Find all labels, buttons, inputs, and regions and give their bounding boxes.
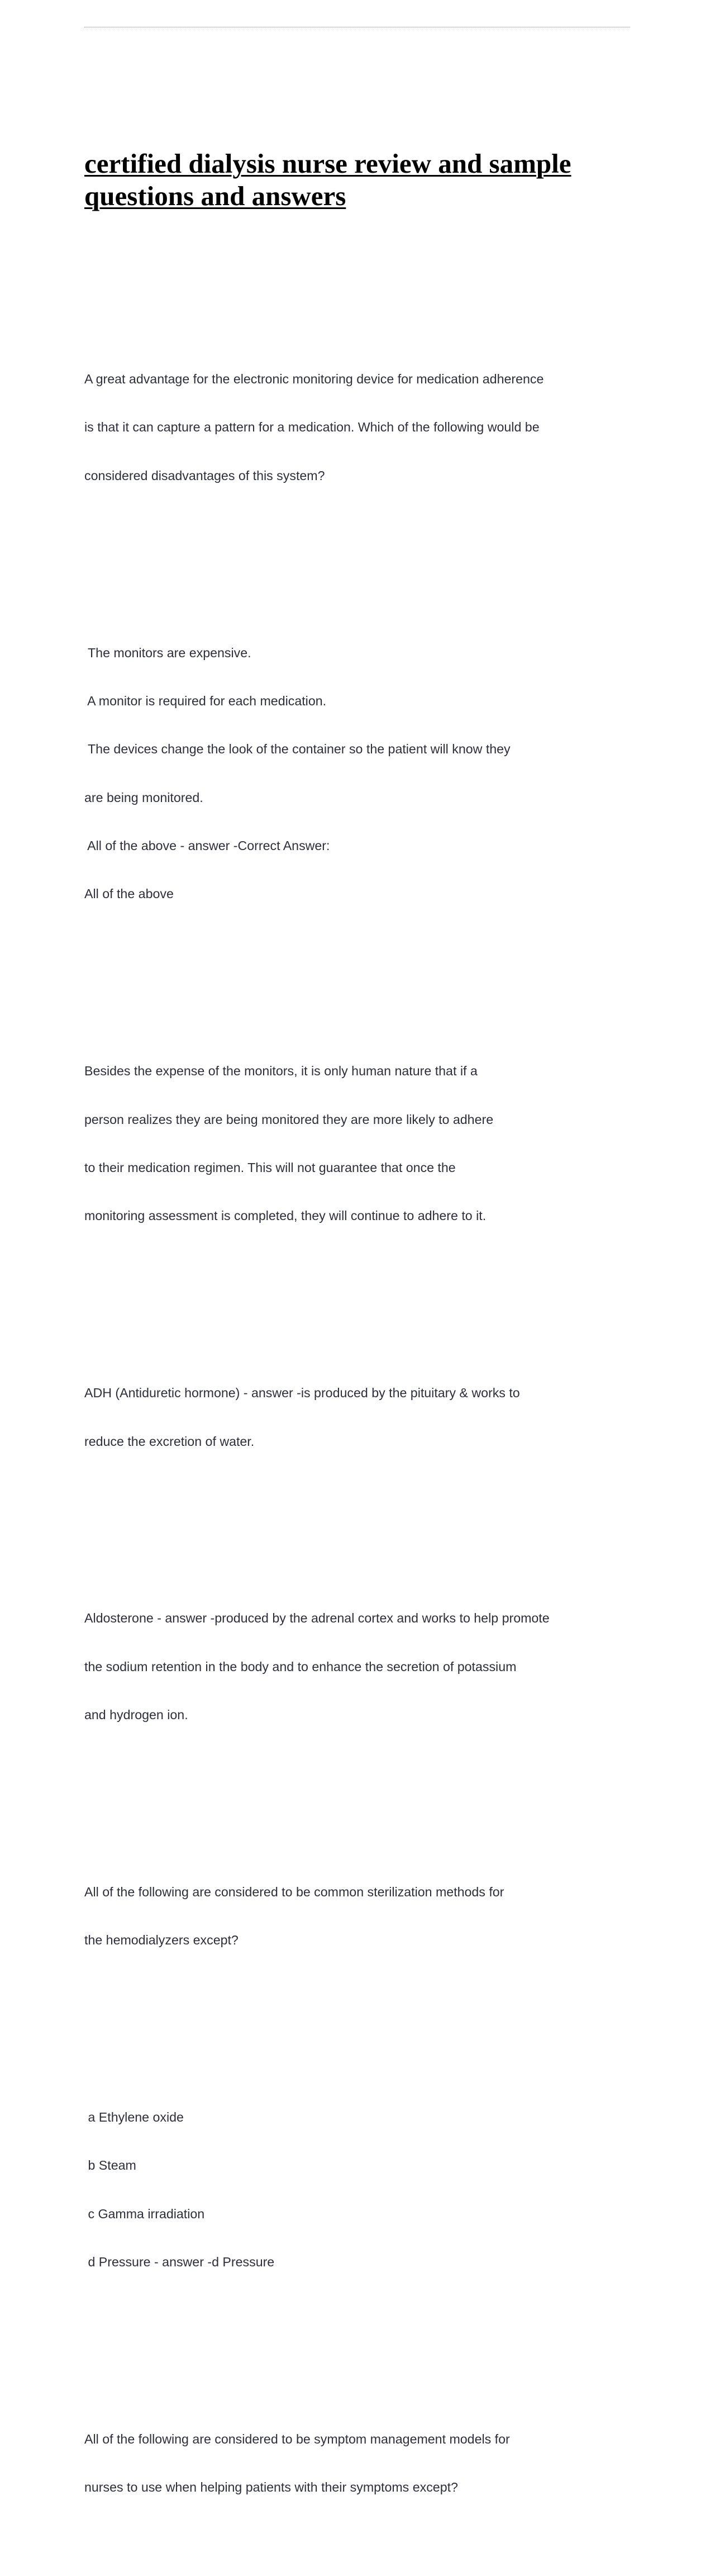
option-line: The monitors are expensive. xyxy=(84,645,251,660)
options-sterilization xyxy=(84,2077,632,2302)
option-line: are being monitored. xyxy=(84,790,203,805)
text-line: and hydrogen ion. xyxy=(84,1707,188,1723)
option-line: b Steam xyxy=(84,2158,136,2173)
text-line: person realizes they are being monitored they are more likely to adhere xyxy=(84,1112,494,1127)
paragraph-gap xyxy=(84,1288,632,1304)
text-line: Besides the expense of the monitors, it is only human nature that if a xyxy=(84,1064,478,1079)
text-line: considered disadvantages of this system? xyxy=(84,468,325,483)
document-title: certified dialysis nurse review and sample questions and answers xyxy=(84,148,571,211)
question-symptom-management xyxy=(84,2399,632,2527)
option-line: A monitor is required for each medication. xyxy=(84,693,327,708)
paragraph-gap xyxy=(84,2335,632,2351)
option-line: All of the above - answer -Correct Answer: xyxy=(84,838,330,853)
text-line: A great advantage for the electronic monitoring device for medication adherence xyxy=(84,371,544,386)
text-line: reduce the excretion of water. xyxy=(84,1434,255,1449)
text-line: nurses to use when helping patients with their symptoms except? xyxy=(84,2480,458,2495)
text-line: is that it can capture a pattern for a medication. Which of the following would be xyxy=(84,420,540,435)
document-body xyxy=(84,291,632,2576)
option-line: c Gamma irradiation xyxy=(84,2206,205,2221)
paragraph-gap xyxy=(84,2013,632,2029)
text-line: the sodium retention in the body and to enhance the secretion of potassium xyxy=(84,1659,517,1674)
definition-aldosterone xyxy=(84,1578,632,1756)
text-line: All of the following are considered to be common sterilization methods for xyxy=(84,1884,504,1899)
question-medication-monitoring xyxy=(84,339,632,516)
text-line: All of the following are considered to be symptom management models for xyxy=(84,2431,510,2446)
answer-line: All of the above xyxy=(84,886,174,902)
text-line: Aldosterone - answer -produced by the adrenal cortex and works to help promote xyxy=(84,1611,550,1626)
option-line: The devices change the look of the container so the patient will know they xyxy=(84,742,511,757)
definition-adh xyxy=(84,1353,632,1482)
option-line: d Pressure - answer -d Pressure xyxy=(84,2255,275,2270)
paragraph-gap xyxy=(84,966,632,983)
paragraph-gap xyxy=(84,1787,632,1804)
question-sterilization xyxy=(84,1852,632,1980)
paragraph-gap xyxy=(84,548,632,564)
text-line: ADH (Antiduretic hormone) - answer -is produced by the pituitary & works to xyxy=(84,1386,520,1401)
options-medication-monitoring xyxy=(84,613,632,934)
text-line: the hemodialyzers except? xyxy=(84,1933,239,1948)
text-line: to their medication regimen. This will not guarantee that once the xyxy=(84,1160,456,1175)
option-line: a Ethylene oxide xyxy=(84,2110,184,2125)
explanation-medication-monitoring xyxy=(84,1031,632,1256)
text-line: monitoring assessment is completed, they will continue to adhere to it. xyxy=(84,1208,487,1223)
paragraph-gap xyxy=(84,1514,632,1530)
